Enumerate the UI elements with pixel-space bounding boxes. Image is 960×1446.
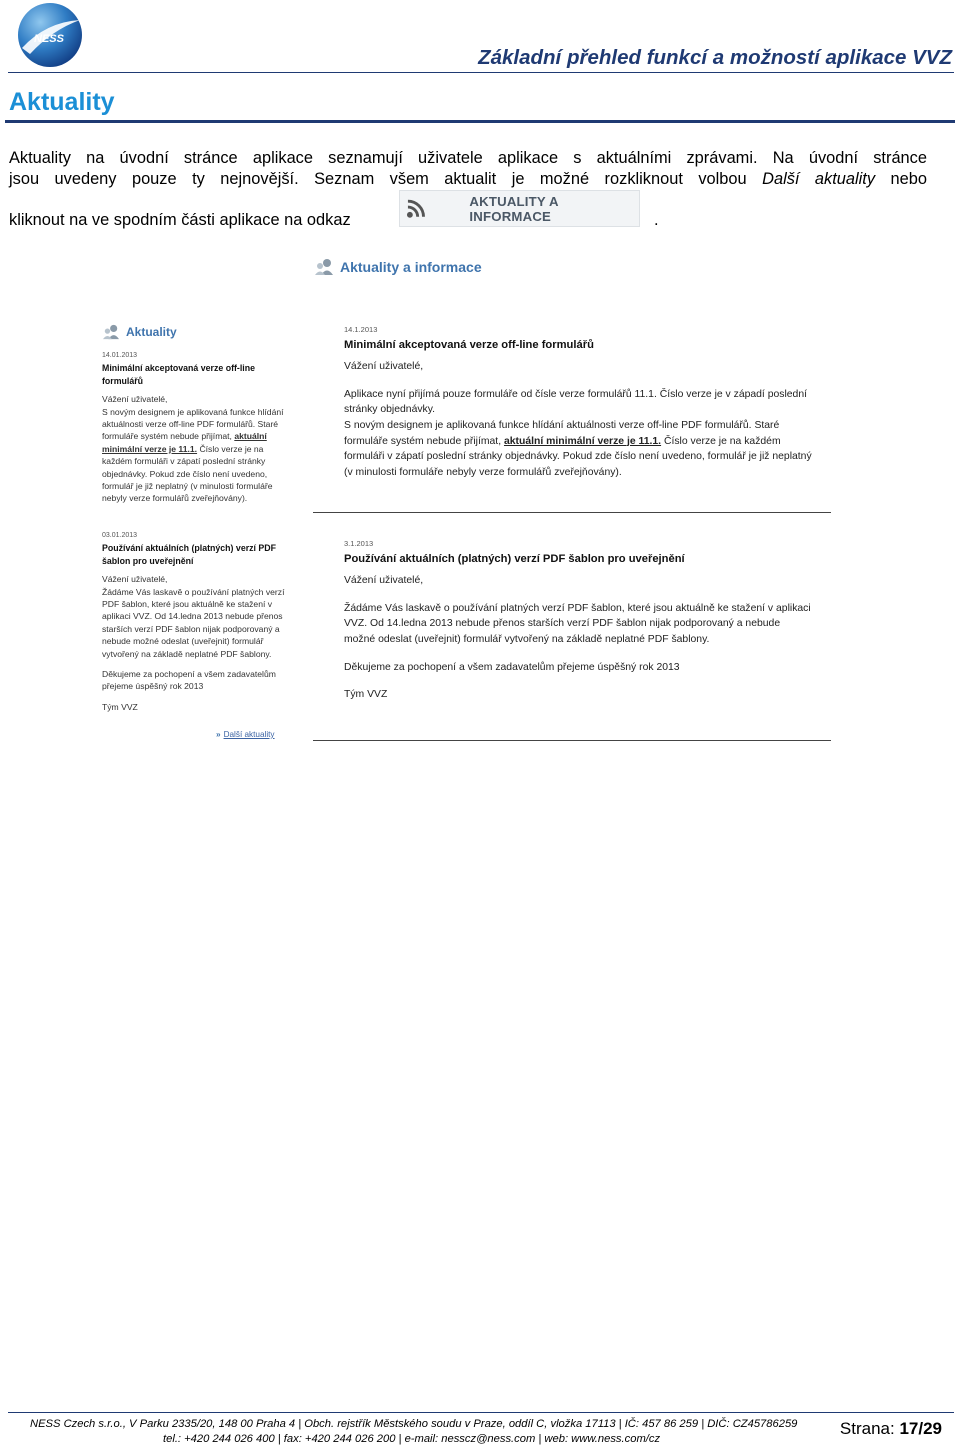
news-divider — [313, 512, 831, 513]
people-icon — [314, 258, 334, 276]
ness-logo — [16, 2, 84, 68]
people-icon — [102, 324, 120, 340]
screenshot-title: Aktuality a informace — [314, 258, 482, 276]
intro-line-1: Aktuality na úvodní stránce aplikace seznamují uživatele aplikace s aktuálními zprávami. Na úvodní stránce — [9, 149, 927, 167]
news-detail-title: Minimální akceptovaná verze off-line formulářů — [344, 338, 594, 351]
intro-line-2: jsou uvedeny pouze ty nejnovější. Seznam všem aktualit je možné rozkliknout volbou Další aktuality nebo — [9, 170, 927, 188]
sidebar-news-title[interactable]: Používání aktuálních (platných) verzí PDF šablon pro uveřejnění — [102, 543, 277, 566]
footer-rule — [8, 1412, 954, 1413]
svg-text:NESS: NESS — [34, 33, 64, 45]
news-detail-title: Používání aktuálních (platných) verzí PDF šablon pro uveřejnění — [344, 552, 685, 565]
sidebar-aktuality-heading: Aktuality — [102, 324, 177, 340]
news-divider — [313, 740, 831, 741]
document-title: Základní přehled funkcí a možností aplikace VVZ — [478, 46, 952, 69]
more-news-link[interactable]: » Další aktuality — [216, 730, 275, 739]
button-label: AKTUALITY A INFORMACE — [469, 193, 559, 224]
sidebar-news-item: 14.01.2013 Minimální akceptovaná verze off-line formulářů Vážení uživatelé, S novým designem je aplikovaná funkce hlídání aktuálnosti verze off-line PDF formulářů. Staré formuláře systém nebude přijímat, aktuální minimální verze je 11.1. Číslo verze je na každém formuláři v zápatí poslední stránky objednávky. Pokud zde číslo není uvedeno, formulář je již neplatný (v minulosti formuláře nebyly verze formulářů zveřejňovány). — [102, 350, 292, 505]
rss-icon — [406, 199, 427, 219]
section-rule — [5, 120, 955, 123]
section-heading: Aktuality — [9, 88, 115, 116]
footer-company-info: NESS Czech s.r.o., V Parku 2335/20, 148 00 Praha 4 | Obch. rejstřík Městského soudu v Praze, oddíl C, vložka 17113 | IČ: 457 86 259 | DIČ: CZ45786259 — [30, 1418, 798, 1430]
min-version-link[interactable]: aktuální minimální verze je 11.1. — [102, 431, 267, 454]
footer-contact-info: tel.: +420 244 026 400 | fax: +420 244 026 200 | e-mail: nesscz@ness.com | web: www.ness.com/cz — [163, 1433, 661, 1445]
sidebar-news-item: 03.01.2013 Používání aktuálních (platných) verzí PDF šablon pro uveřejnění Vážení uživatelé, Žádáme Vás laskavě o používání platných verzí PDF šablon, které jsou aktuálně ke stažení v aplikaci VVZ. Od 14.ledna 2013 nebude přenos starších verzí PDF šablon nijak podporovaný a nebude možné odeslat (uveřejnit) formulář vytvořený na základě neplatné PDF šablony. Děkujeme za pochopení a všem zadavatelům přejeme úspěšný rok 2013 Tým VVZ — [102, 530, 292, 713]
more-news-mention: Další aktuality — [762, 170, 876, 188]
min-version-link[interactable]: aktuální minimální verze je 11.1. — [503, 435, 662, 447]
sidebar-news-title[interactable]: Minimální akceptovaná verze off-line formulářů — [102, 363, 256, 386]
news-detail: 14.1.2013 Minimální akceptovaná verze off-line formulářů Vážení uživatelé, Aplikace nyní přijímá pouze formuláře od čísle verze formulářů 11.1. Číslo verze je v západí poslední stránky objednávky. S novým designem je aplikovaná funkce hlídání aktuálnosti verze off-line PDF formulářů. Staré formuláře systém nebude přijímat, aktuální minimální verze je 11.1. Číslo verze je na každém formuláři v zápatí poslední stránky objednávky. Pokud zde číslo není uvedeno, formulář je již neplatný (v minulosti formuláře nebyly verze formulářů zveřejňovány). — [344, 322, 814, 480]
double-chevron-icon: » — [216, 730, 221, 739]
header-rule — [8, 72, 954, 73]
aktuality-a-informace-button[interactable] — [399, 190, 640, 227]
page-number: Strana: 17/29 — [839, 1419, 942, 1438]
news-detail: 3.1.2013 Používání aktuálních (platných) verzí PDF šablon pro uveřejnění Vážení uživatelé, Žádáme Vás laskavě o používání platných verzí PDF šablon, které jsou aktuálně ke stažení v aplikaci VVZ. Od 14.ledna 2013 nebude přenos starších verzí PDF šablon nijak podporovaný a nebude možné odeslat (uveřejnit) formulář vytvořený na základě neplatné PDF šablony. Děkujeme za pochopení a všem zadavatelům přejeme úspěšný rok 2013 Tým VVZ — [344, 536, 814, 703]
intro-line-3: kliknout na ve spodním části aplikace na odkaz . — [9, 211, 659, 229]
